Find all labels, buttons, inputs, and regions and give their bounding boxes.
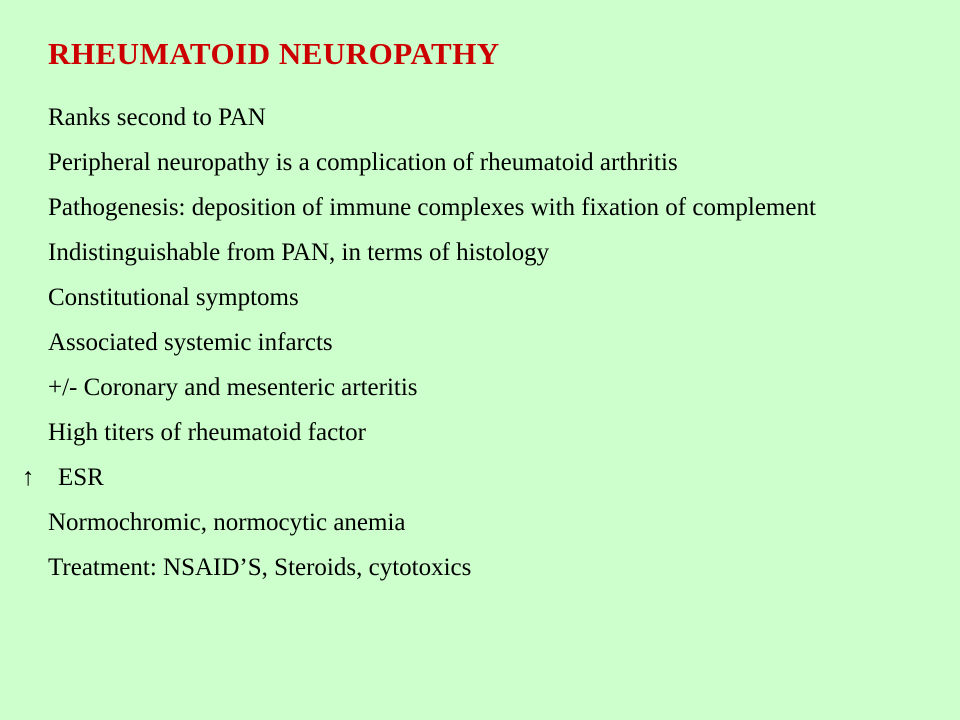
- bullet-item: [48, 328, 928, 357]
- slide-title: RHEUMATOID NEUROPATHY: [48, 36, 500, 71]
- bullet-text: Constitutional symptoms: [48, 284, 299, 311]
- bullet-item: [48, 508, 928, 537]
- bullet-item: [48, 148, 928, 177]
- bullet-item: [48, 238, 928, 267]
- bullet-item: [48, 553, 928, 582]
- bullet-text: Peripheral neuropathy is a complication of rheumatoid arthritis: [48, 149, 678, 176]
- bullet-item: [48, 193, 928, 222]
- bullet-text: ESR: [58, 464, 104, 491]
- bullet-text: Indistinguishable from PAN, in terms of histology: [48, 239, 550, 266]
- bullet-text: Normochromic, normocytic anemia: [48, 509, 406, 536]
- bullet-text: Associated systemic infarcts: [48, 329, 333, 356]
- bullet-item: [48, 373, 928, 402]
- bullet-text: Pathogenesis: deposition of immune complexes with fixation of complement: [48, 194, 816, 221]
- bullet-item: [48, 283, 928, 312]
- bullet-item: [48, 418, 928, 447]
- bullet-text: Ranks second to PAN: [48, 104, 266, 131]
- bullet-list: [22, 103, 928, 598]
- bullet-item: [48, 103, 928, 132]
- bullet-text: High titers of rheumatoid factor: [48, 419, 366, 446]
- bullet-item: ↑ ESR: [22, 464, 104, 491]
- bullet-text: Treatment: NSAID’S, Steroids, cytotoxics: [48, 554, 472, 581]
- bullet-text: +/- Coronary and mesenteric arteritis: [48, 374, 418, 401]
